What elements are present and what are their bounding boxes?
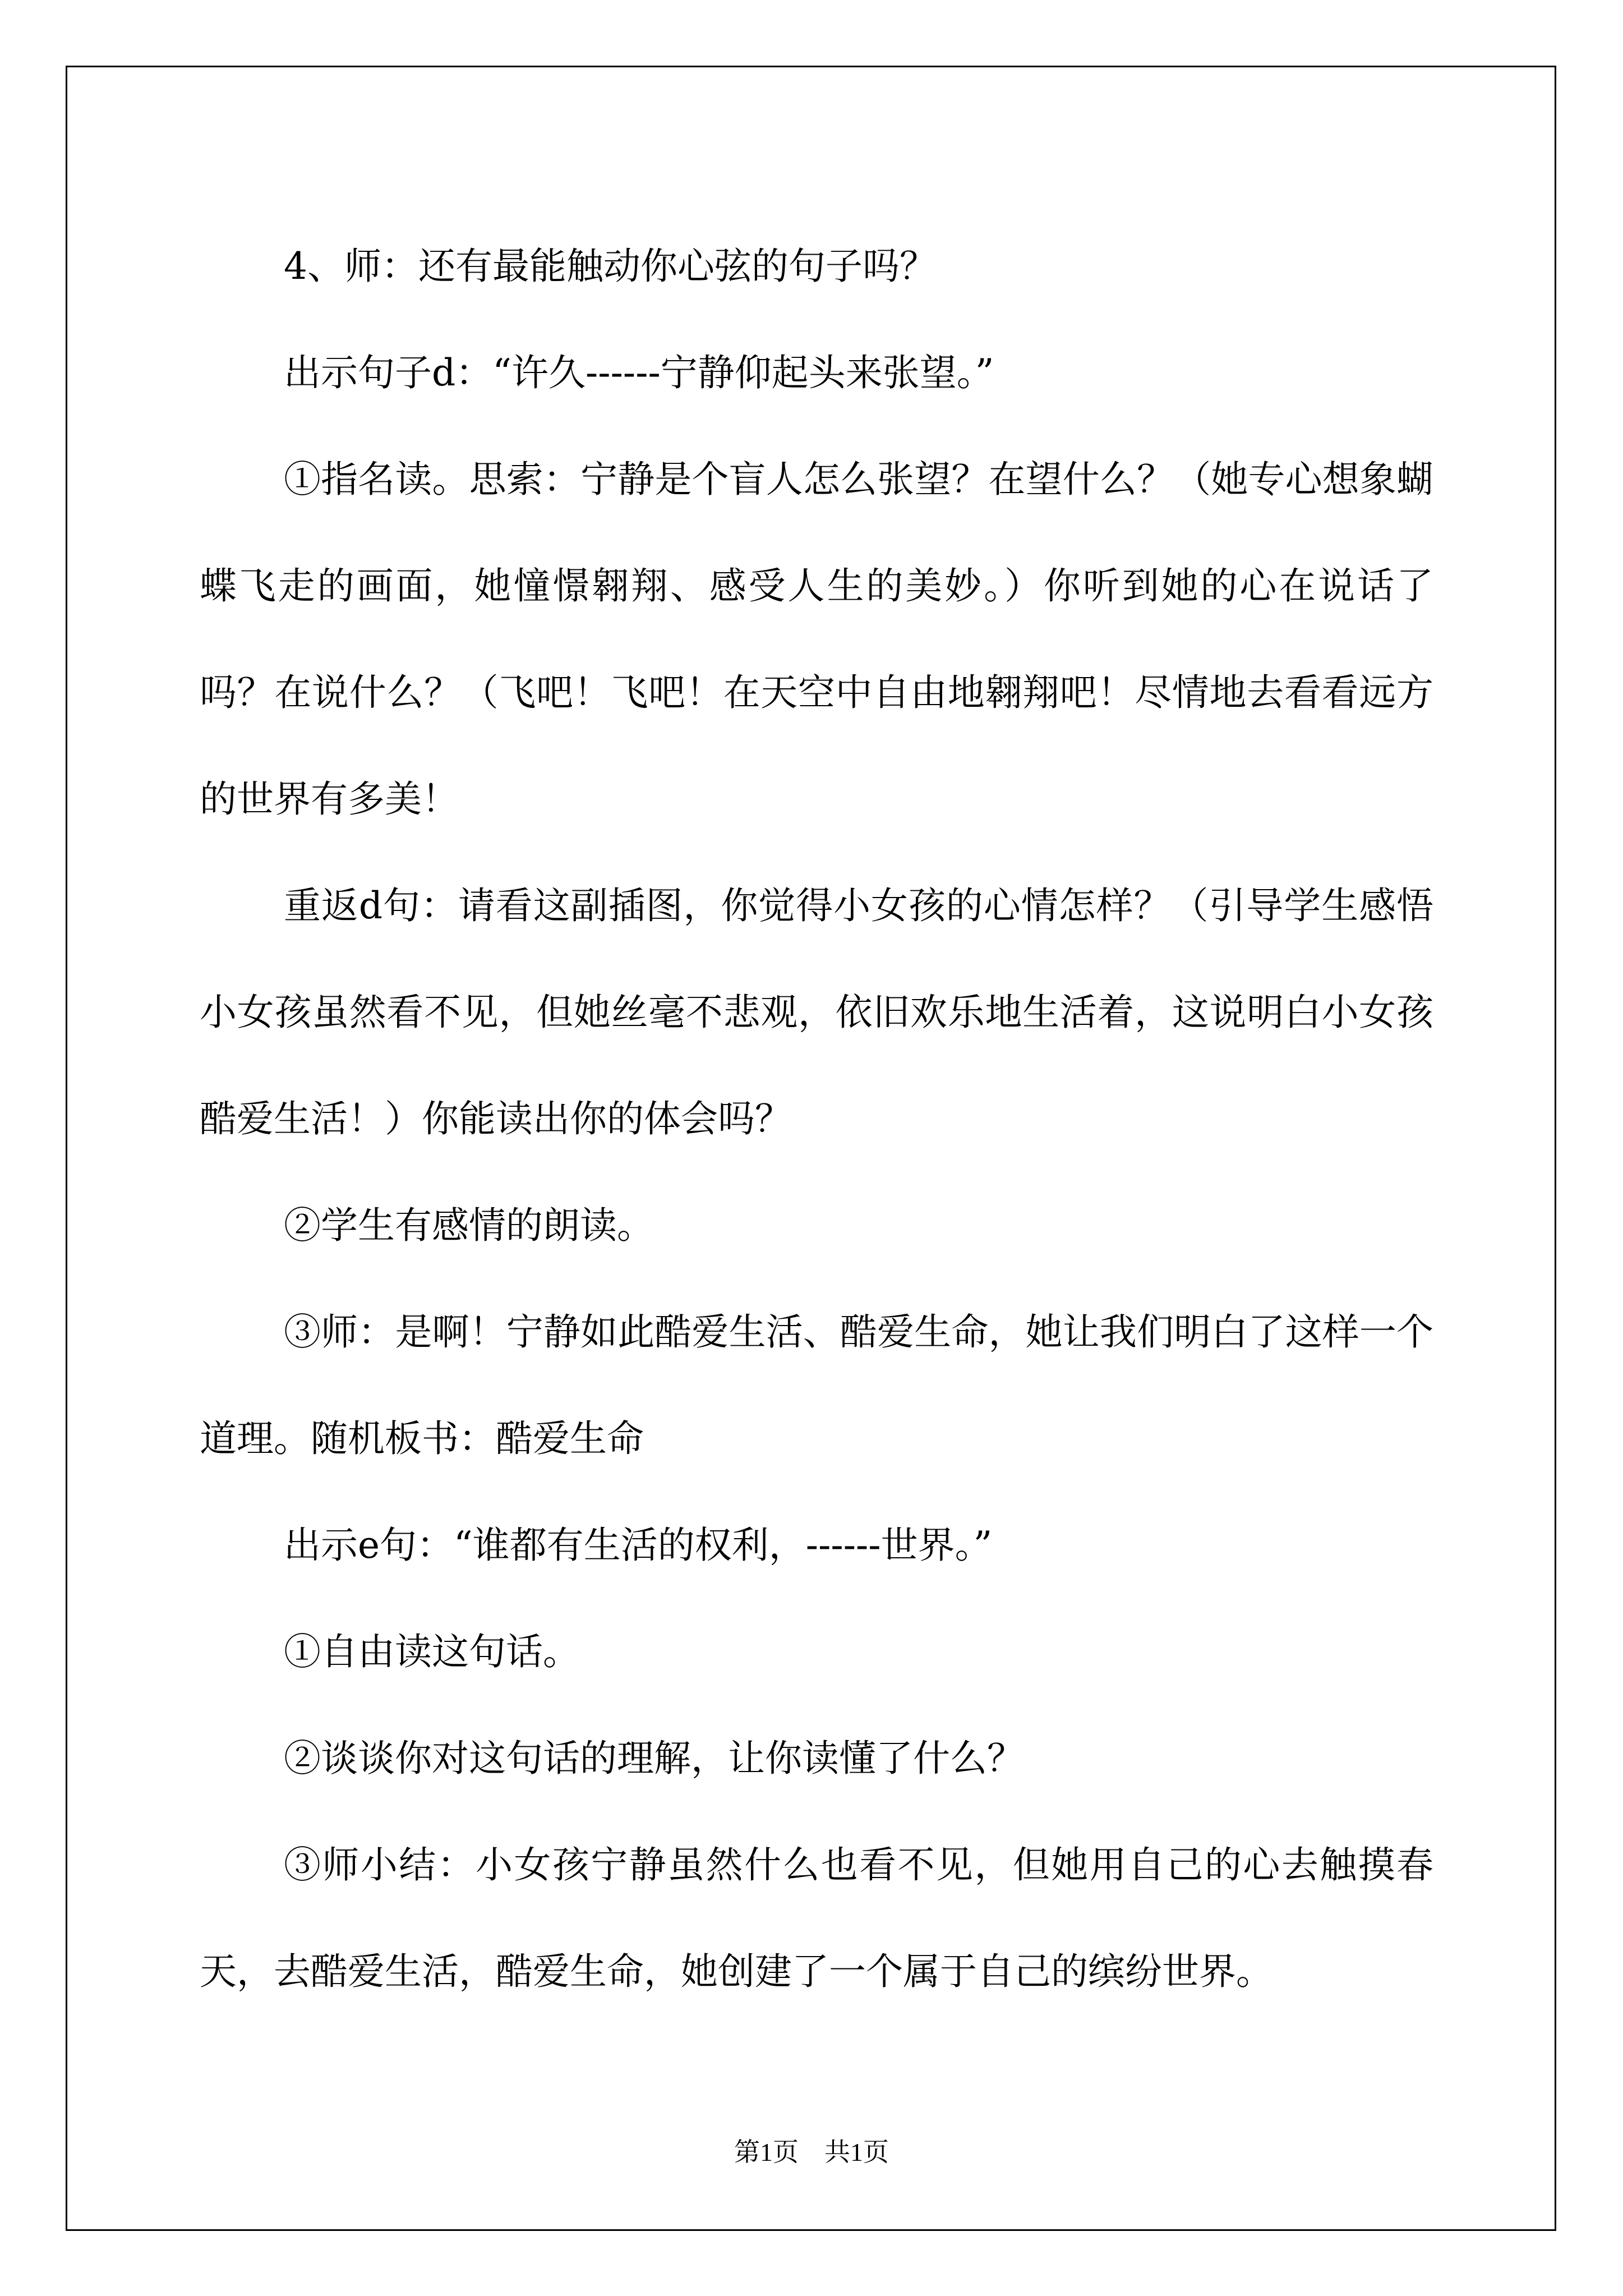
paragraph-question-4: 4、师：还有最能触动你心弦的句子吗？ <box>284 245 937 288</box>
document-body <box>200 213 1433 2025</box>
paragraph-free-reading: ①自由读这句话。 <box>284 1630 580 1673</box>
paragraph-teacher-remark: ③师：是啊！宁静如此酷爱生活、酷爱生命，她让我们明白了这样一个道理。随机板书：酷爱生命 <box>200 1310 1433 1460</box>
page-number: 第1页 <box>734 2138 799 2166</box>
paragraph-summary: ③师小结：小女孩宁静虽然什么也看不见，但她用自己的心去触摸春天，去酷爱生活，酷爱生命，她创建了一个属于自己的缤纷世界。 <box>200 1843 1433 1993</box>
page-footer <box>0 2132 1623 2169</box>
paragraph-read-and-think: ①指名读。思索：宁静是个盲人怎么张望？在望什么？（她专心想象蝴蝶飞走的画面，她憧憬翱翔、感受人生的美妙。）你听到她的心在说话了吗？在说什么？（飞吧！飞吧！在天空中自由地翱翔吧！尽情地去看看远方的世界有多美！ <box>200 458 1433 821</box>
paragraph-sentence-e: 出示e句：“谁都有生活的权利，------世界。” <box>284 1524 993 1567</box>
paragraph-sentence-d: 出示句子d：“许久------宁静仰起头来张望。” <box>284 351 994 394</box>
paragraph-discussion: ②谈谈你对这句话的理解，让你读懂了什么？ <box>284 1737 1024 1780</box>
page-total: 共1页 <box>824 2138 889 2166</box>
paragraph-reading-aloud: ②学生有感情的朗读。 <box>284 1204 654 1247</box>
paragraph-return-to-d: 重返d句：请看这副插图，你觉得小女孩的心情怎样？（引导学生感悟小女孩虽然看不见，但她丝毫不悲观，依旧欢乐地生活着，这说明白小女孩酷爱生活！）你能读出你的体会吗？ <box>200 884 1433 1140</box>
